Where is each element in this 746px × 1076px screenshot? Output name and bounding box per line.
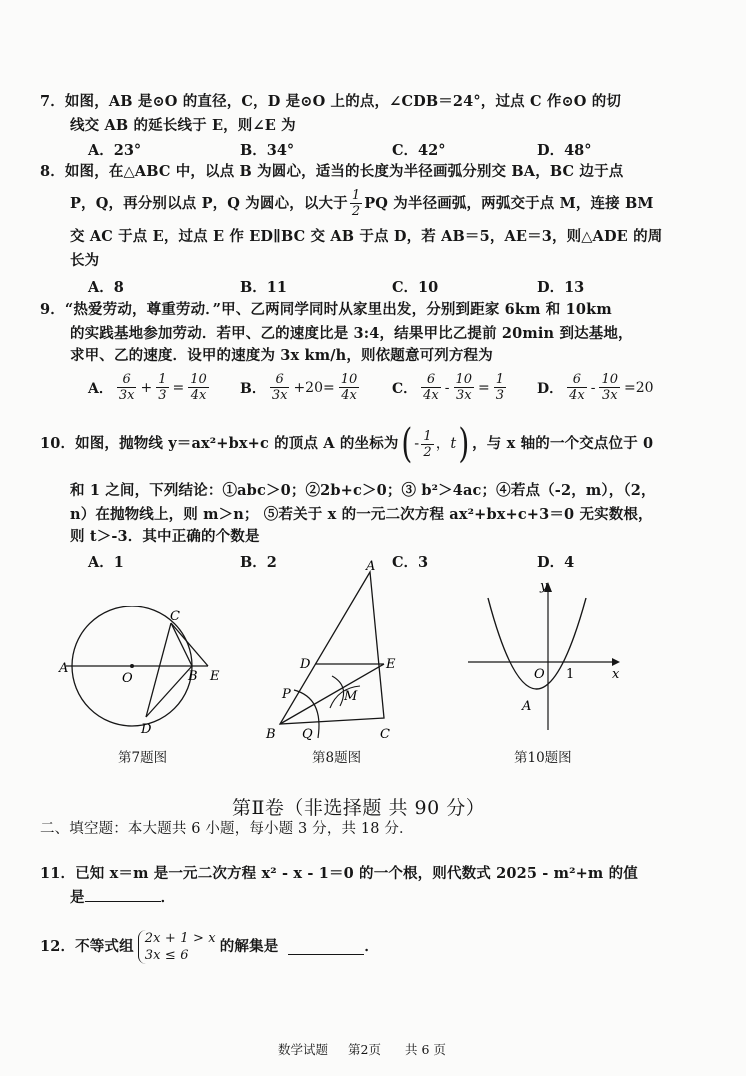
fig7-label-o: O — [122, 671, 133, 686]
q9-d-eq: =20 — [624, 379, 654, 396]
q9-a-f2d: 3 — [158, 388, 167, 403]
q9-c-f2n: 10 — [455, 372, 473, 387]
q7-option-d: D．48° — [537, 142, 592, 159]
fig10-label-1: 1 — [566, 667, 575, 682]
q11-line2 — [70, 887, 175, 908]
q10-option-b: B．2 — [240, 554, 277, 571]
footer-total: 共 6 页 — [405, 1042, 446, 1057]
q8-line2 — [70, 188, 654, 219]
fig8-line-be — [280, 664, 384, 724]
q9-b-f2n: 10 — [340, 372, 358, 387]
q9-d-op: - — [590, 379, 596, 396]
fig8-label-m: M — [344, 689, 358, 704]
fig7-label-e: E — [210, 669, 220, 684]
fig8-label-b: B — [266, 727, 276, 742]
q9-d-f1n: 6 — [567, 372, 587, 388]
q10-option-a: A．1 — [88, 554, 124, 571]
q8-option-c: C．10 — [392, 279, 439, 296]
q12-end: ． — [364, 938, 380, 955]
q9-c-f3n: 1 — [495, 372, 505, 387]
fig7-label-b: B — [188, 669, 198, 684]
footer-subject: 数学试题 — [278, 1042, 329, 1057]
fig8-label-q: Q — [302, 727, 313, 742]
q12-post: 的解集是 — [219, 938, 279, 955]
q10-vertex-den: 2 — [423, 444, 432, 460]
footer-page: 第2页 — [348, 1042, 381, 1057]
q8-option-b: B．11 — [240, 279, 287, 296]
q10-line2: 和 1 之间，下列结论：①abc＞0；②2b+c＞0；③ b²＞4ac；④若点（-2，m），（2， — [70, 482, 656, 499]
q9-option-a — [88, 372, 211, 403]
fig7-label-a: A — [59, 661, 69, 676]
fig10-label-a: A — [522, 699, 532, 714]
q7-option-c: C．42° — [392, 142, 446, 159]
q9-line3: 求甲、乙的速度．设甲的速度为 3x km/h，则依题意可列方程为 — [70, 347, 493, 364]
fig10-label-o: O — [534, 667, 545, 682]
q8-frac-den: 2 — [351, 204, 361, 219]
q9-a-f1d: 3x — [118, 388, 135, 403]
q12-line — [40, 930, 379, 964]
fig7-label-d: D — [141, 722, 152, 737]
q7-option-a: A．23° — [88, 142, 142, 159]
fig8-triangle-abc — [280, 572, 384, 724]
q11-answer-blank[interactable] — [85, 887, 161, 902]
q8-fraction — [350, 188, 362, 219]
q12-inequality-system — [138, 930, 216, 964]
fig8-label-a: A — [366, 559, 376, 574]
q9-line2: 的实践基地参加劳动．若甲、乙的速度比是 3:4，结果甲比乙提前 20min 到达基地， — [70, 325, 633, 342]
q8-line2-post: PQ 为半径画弧，两弧交于点 M，连接 BM — [364, 194, 654, 212]
q10-line1-post: ，与 x 轴的一个交点位于 0 — [472, 435, 654, 452]
q9-c-op: - — [444, 379, 450, 396]
q10-line4: 则 t＞-3．其中正确的个数是 — [70, 528, 260, 545]
q7-line1: 7．如图，AB 是⊙O 的直径，C，D 是⊙O 上的点，∠CDB＝24°，过点 C 作⊙O 的切 — [40, 93, 622, 110]
q9-b-f1n: 6 — [270, 372, 290, 388]
figure-10 — [462, 574, 630, 738]
section2-title: 第Ⅱ卷（非选择题 共 90 分） — [232, 797, 486, 819]
q10-line1-pre: 10．如图，抛物线 y＝ax²+bx+c 的顶点 A 的坐标为 — [40, 435, 399, 452]
q7-line2: 线交 AB 的延长线于 E，则∠E 为 — [70, 117, 296, 134]
fig8-label-e: E — [386, 657, 396, 672]
q10-vertex-num: 1 — [423, 428, 432, 444]
q8-option-a: A．8 — [88, 279, 124, 296]
fig8-label-p: P — [282, 687, 291, 702]
fig10-label-x: x — [612, 667, 620, 682]
q8-frac-num: 1 — [351, 188, 361, 203]
figure-8 — [258, 558, 408, 744]
q9-a-f3n: 10 — [190, 372, 207, 387]
q10-option-c: C．3 — [392, 554, 429, 571]
q9-option-c-label: C． — [392, 380, 418, 397]
q9-option-a-label: A． — [88, 380, 113, 397]
fig10-label-y: y — [540, 579, 548, 594]
q10-vertex-coord: ( - $\frac{1}{2}$ ， t ) — [400, 421, 470, 467]
q10-line1 — [40, 421, 654, 467]
figure-7 — [58, 606, 238, 746]
q10-line3: n）在抛物线上，则 m＞n； ⑤若关于 x 的一元二次方程 ax²+bx+c+3＝0 无实数根， — [70, 506, 653, 523]
q12-sys2: 3x ≤ 6 — [144, 948, 189, 963]
fig7-center-dot — [130, 664, 134, 668]
q12-sys1: 2x + 1 > x — [144, 931, 216, 946]
q9-a-f1n: 6 — [117, 372, 137, 388]
q9-c-f3d: 3 — [495, 388, 505, 403]
q10-vertex-t: t — [450, 436, 457, 452]
q11-line2-post: ． — [160, 889, 176, 906]
q9-d-f2n: 10 — [601, 372, 619, 387]
q9-option-d-label: D． — [537, 380, 564, 397]
q9-option-c — [392, 372, 508, 403]
fig8-label-c: C — [380, 727, 390, 742]
q11-line2-pre: 是 — [70, 889, 85, 906]
q9-option-d — [537, 372, 654, 403]
q8-line4: 长为 — [70, 252, 100, 269]
q9-d-f2d: 3x — [601, 388, 618, 403]
q10-option-d: D．4 — [537, 554, 575, 571]
q9-b-op: +20= — [293, 379, 335, 396]
q9-c-eq: = — [478, 379, 490, 396]
q9-c-f1n: 6 — [421, 372, 441, 388]
q9-d-f1d: 4x — [569, 388, 585, 403]
fig7-caption: 第7题图 — [118, 750, 168, 766]
q12-answer-blank[interactable] — [288, 940, 364, 955]
fig10-x-arrow — [612, 658, 620, 666]
q10-vertex-sign: - — [414, 436, 420, 452]
fig10-caption: 第10题图 — [514, 750, 572, 766]
q7-option-b: B．34° — [240, 142, 295, 159]
q12-pre: 12．不等式组 — [40, 938, 134, 955]
section2-instruction: 二、填空题：本大题共 6 小题，每小题 3 分，共 18 分． — [40, 821, 414, 837]
fig8-caption: 第8题图 — [312, 750, 362, 766]
q9-c-f2d: 3x — [455, 388, 472, 403]
fig8-label-d: D — [300, 657, 311, 672]
q9-b-f1d: 3x — [271, 388, 288, 403]
q9-b-f2d: 4x — [341, 388, 357, 403]
q9-a-f2n: 1 — [158, 372, 167, 387]
q9-c-f1d: 4x — [423, 388, 439, 403]
q9-a-eq: = — [172, 379, 185, 396]
q8-line1: 8．如图，在△ABC 中，以点 B 为圆心，适当的长度为半径画弧分别交 BA，BC 边于点 — [40, 163, 624, 180]
q11-line1: 11．已知 x＝m 是一元二次方程 x² - x - 1＝0 的一个根，则代数式 2025 - m²+m 的值 — [40, 865, 638, 882]
q9-a-f3d: 4x — [190, 388, 207, 403]
q8-line2-pre: P，Q，再分别以点 P，Q 为圆心，以大于 — [70, 194, 348, 212]
q9-option-b — [240, 372, 361, 403]
q9-line1: 9．“热爱劳动，尊重劳动．”甲、乙两同学同时从家里出发，分别到距家 6km 和 10km — [40, 301, 612, 318]
q9-option-b-label: B． — [240, 380, 266, 397]
q8-option-d: D．13 — [537, 279, 585, 296]
fig7-label-c: C — [170, 609, 180, 624]
q9-a-op: + — [140, 379, 153, 396]
q8-line3: 交 AC 于点 E，过点 E 作 ED∥BC 交 AB 于点 D，若 AB＝5，AE＝3，则△ADE 的周 — [70, 228, 663, 245]
